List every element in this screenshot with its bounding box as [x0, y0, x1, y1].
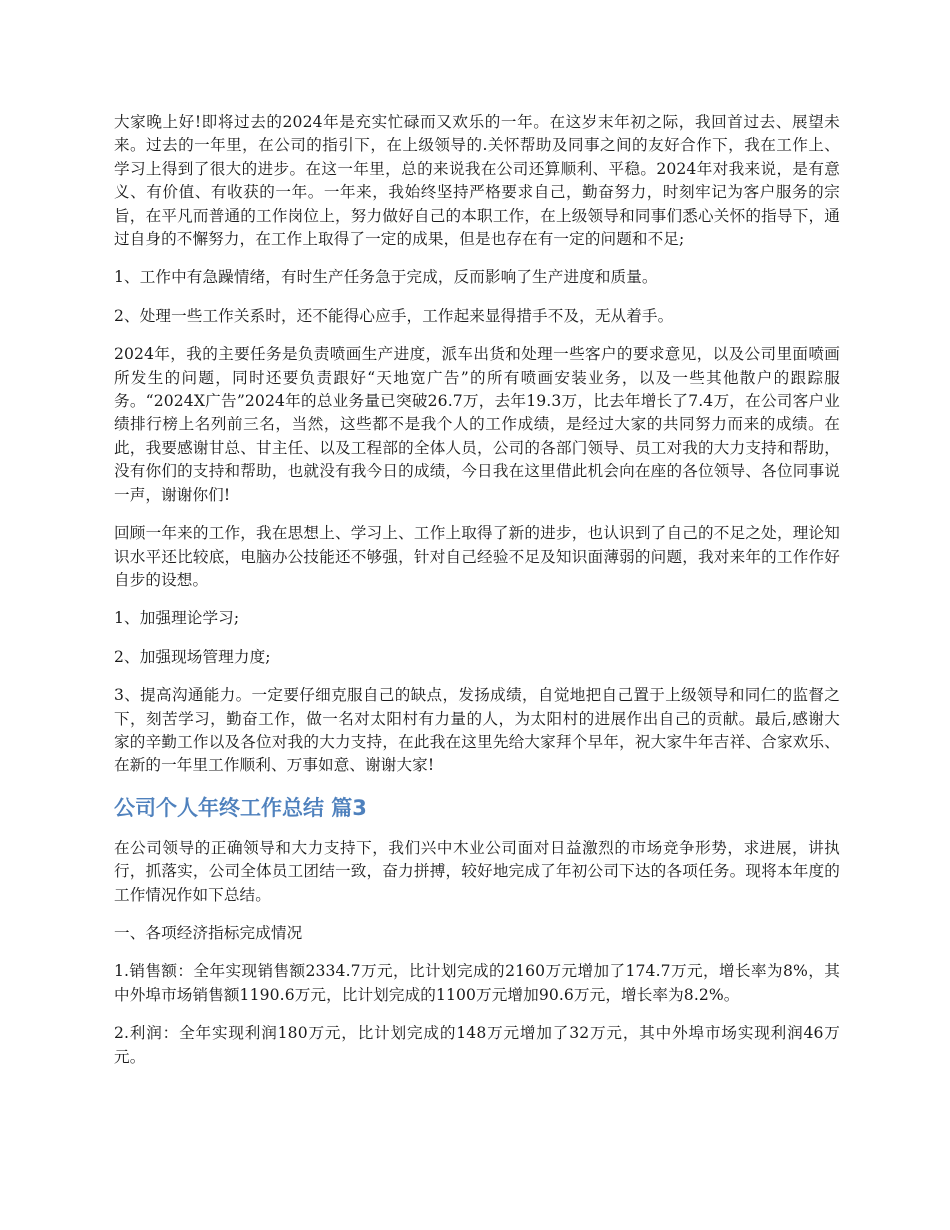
paragraph-intro: 大家晚上好!即将过去的2024年是充实忙碌而又欢乐的一年。在这岁末年初之际，我回首过去、展望未来。过去的一年里，在公司的指引下，在上级领导的.关怀帮助及同事之间的友好合作下，我在工作上、学习上得到了很大的进步。在这一年里，总的来说我在公司还算顺利、平稳。2024年对我来说，是有意义、有价值、有收获的一年。一年来，我始终坚持严格要求自己，勤奋努力，时刻牢记为客户服务的宗旨，在平凡而普通的工作岗位上，努力做好自己的本职工作，在上级领导和同事们悉心关怀的指导下，通过自身的不懈努力，在工作上取得了一定的成果，但是也存在有一定的问题和不足; [114, 113, 840, 249]
section-heading: 公司个人年终工作总结 篇3 [114, 795, 367, 820]
paragraph-section3-subtitle: 一、各项经济指标完成情况 [114, 923, 303, 942]
paragraph-issue-1: 1、工作中有急躁情绪，有时生产任务急于完成，反而影响了生产进度和质量。 [114, 268, 658, 287]
paragraph-issue-2: 2、处理一些工作关系时，还不能得心应手，工作起来显得措手不及，无从着手。 [114, 306, 674, 325]
paragraph-plan-2: 2、加强现场管理力度; [114, 647, 271, 666]
paragraph-review: 回顾一年来的工作，我在思想上、学习上、工作上取得了新的进步，也认识到了自己的不足之处，理论知识水平还比较底，电脑办公技能还不够强，针对自己经验不足及知识面薄弱的问题，我对来年的工作作好自步的设想。 [114, 524, 840, 589]
paragraph-main-tasks: 2024年，我的主要任务是负责喷画生产进度，派车出货和处理一些客户的要求意见，以及公司里面喷画所发生的问题，同时还要负责跟好“天地宽广告”的所有喷画安装业务，以及一些其他散户的跟踪服务。“2024X广告”2024年的总业务量已突破26.7万，去年19.3万，比去年增长了7.4万，在公司客户业绩排行榜上名列前三名，当然，这些都不是我个人的工作成绩，是经过大家的共同努力而来的成绩。在此，我要感谢甘总、甘主任、以及工程部的全体人员，公司的各部门领导、员工对我的大力支持和帮助，没有你们的支持和帮助，也就没有我今日的成绩，今日我在这里借此机会向在座的各位领导、各位同事说一声，谢谢你们! [114, 345, 840, 504]
paragraph-profit: 2.利润：全年实现利润180万元，比计划完成的148万元增加了32万元，其中外埠市场实现利润46万元。 [114, 1024, 840, 1066]
paragraph-plan-1: 1、加强理论学习; [114, 609, 240, 628]
paragraph-section3-intro: 在公司领导的正确领导和大力支持下，我们兴中木业公司面对日益激烈的市场竞争形势，求进展，讲执行，抓落实，公司全体员工团结一致，奋力拼搏，较好地完成了年初公司下达的各项任务。现将本年度的工作情况作如下总结。 [114, 838, 840, 904]
document-page [114, 111, 840, 1084]
paragraph-plan-3: 3、提高沟通能力。一定要仔细克服自己的缺点，发扬成绩，自觉地把自己置于上级领导和同仁的监督之下，刻苦学习，勤奋工作，做一名对太阳村有力量的人，为太阳村的进展作出自己的贡献。最后,感谢大家的辛勤工作以及各位对我的大力支持，在此我在这里先给大家拜个早年，祝大家牛年吉祥、合家欢乐、在新的一年里工作顺利、万事如意、谢谢大家! [114, 686, 840, 775]
paragraph-sales: 1.销售额：全年实现销售额2334.7万元，比计划完成的2160万元增加了174.7万元，增长率为8%，其中外埠市场销售额1190.6万元，比计划完成的1100万元增加90.6万元，增长率为8.2%。 [114, 962, 840, 1004]
